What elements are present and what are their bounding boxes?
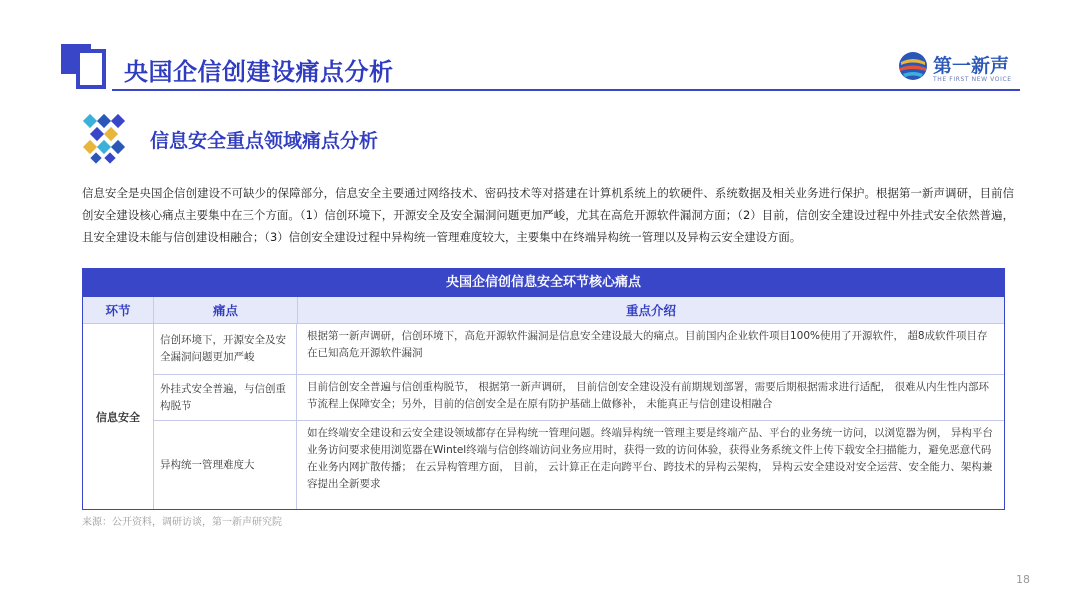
table-row	[154, 324, 1004, 375]
brand-logo	[897, 50, 1027, 86]
column-header-pain-point: 痛点	[154, 297, 298, 323]
table-body	[83, 324, 1004, 509]
table-header-row	[83, 297, 1004, 324]
section-diamond-icon	[78, 112, 130, 164]
logo-globe-icon	[897, 50, 929, 82]
pain-point-cell: 信创环境下，开源安全及安全漏洞问题更加严峻	[154, 324, 297, 374]
header-divider	[112, 89, 1020, 91]
intro-paragraph: 信息安全是央国企信创建设不可缺少的保障部分，信息安全主要通过网络技术、密码技术等对搭建在计算机系统上的软硬件、系统数据及相关业务进行保护。根据第一新声调研，目前信创安全建设核心痛点主要集中在三个方面。（1）信创环境下，开源安全及安全漏洞问题更加严峻，尤其在高危开源软件漏洞方面；（2）目前，信创安全建设过程中外挂式安全依然普遍，且安全建设未能与信创建设相融合；（3）信创安全建设过程中异构统一管理难度较大，主要集中在终端异构统一管理以及异构云安全建设方面。	[82, 186, 1014, 244]
pain-point-cell: 异构统一管理难度大	[154, 421, 297, 509]
page-number: 18	[1016, 573, 1030, 586]
page-title: 央国企信创建设痛点分析	[124, 58, 394, 86]
header-decoration-frame	[76, 49, 106, 89]
description-cell: 如在终端安全建设和云安全建设领域都存在异构统一管理问题。终端异构统一管理主要是终端产品、平台的业务统一访问，以浏览器为例， 异构平台业务访问要求使用浏览器在Wintel终端与信创终端访问业务应用时，获得一致的访问体验，获得业务系统文件上传下载安全扫描能力，避免恶意代码在业务内网扩散传播； 在云异构管理方面， 目前， 云计算正在走向跨平台、跨技术的异构云架构， 异构云安全建设对安全运营、安全能力、架构兼容提出全新要求	[307, 427, 993, 490]
logo-tagline: THE FIRST NEW VOICE	[933, 76, 1012, 83]
table-rows	[154, 324, 1004, 509]
column-header-description: 重点介绍	[625, 303, 676, 318]
column-header-stage: 环节	[83, 297, 154, 323]
description-cell: 根据第一新声调研，信创环境下，高危开源软件漏洞是信息安全建设最大的痛点。目前国内企业软件项目100%使用了开源软件， 超8成软件项目存在已知高危开源软件漏洞	[307, 330, 988, 359]
logo-name: 第一新声	[933, 55, 1010, 77]
pain-point-cell: 外挂式安全普遍，与信创重构脱节	[154, 375, 297, 420]
section-title: 信息安全重点领域痛点分析	[150, 130, 379, 152]
description-cell: 目前信创安全普遍与信创重构脱节， 根据第一新声调研， 目前信创安全建设没有前期规划部署，需要后期根据需求进行适配， 很难从内生性内部环节流程上保障安全；另外，目前的信创安全是在原有防护基础上做修补， 未能真正与信创建设相融合	[307, 381, 990, 410]
pain-points-table	[82, 268, 1005, 510]
table-title: 央国企信创信息安全环节核心痛点	[83, 269, 1004, 297]
source-note: 来源：公开资料，调研访谈，第一新声研究院	[82, 517, 282, 528]
table-row	[154, 375, 1004, 421]
table-row	[154, 421, 1004, 509]
stage-cell: 信息安全	[83, 324, 154, 509]
